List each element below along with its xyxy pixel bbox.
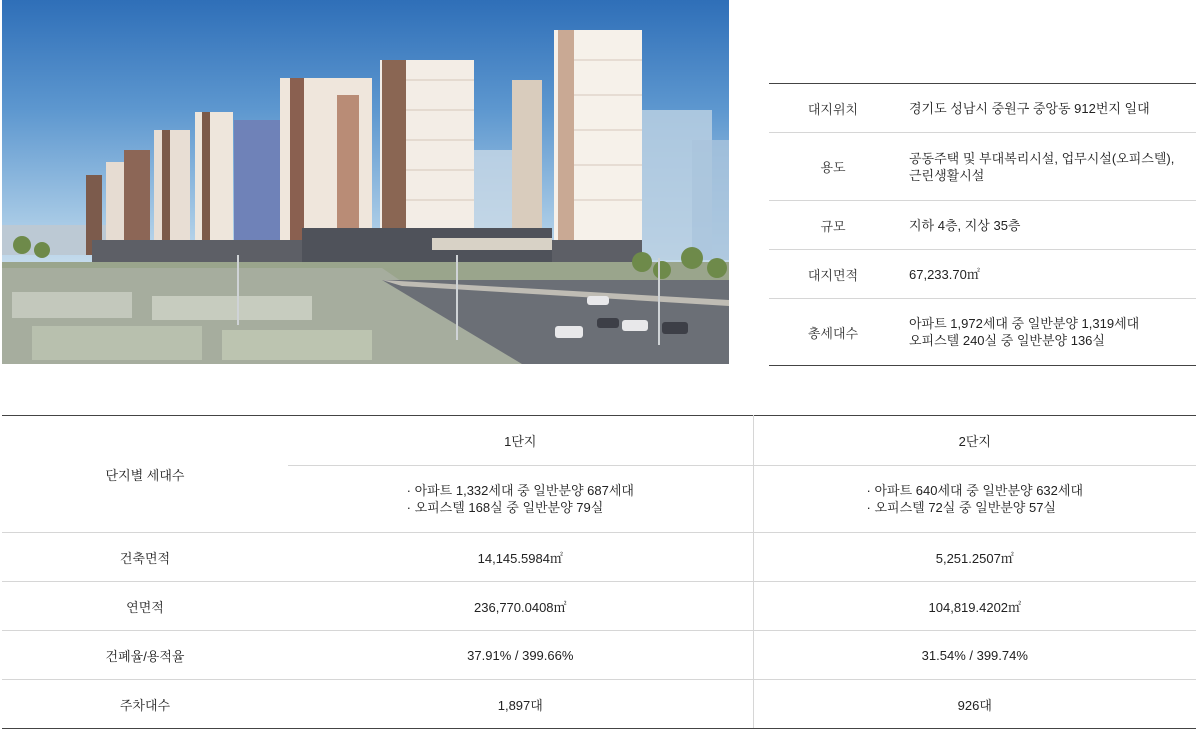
detail-row-label: 주차대수 bbox=[2, 680, 288, 729]
units-complex-2 bbox=[753, 466, 1196, 533]
overview-value bbox=[897, 84, 1196, 133]
units-line: · 아파트 1,332세대 중 일반분양 687세대 bbox=[406, 483, 634, 498]
overview-label: 대지위치 bbox=[769, 84, 897, 133]
detail-value-complex-2: 31.54% / 399.74% bbox=[753, 631, 1196, 680]
detail-row-label: 건축면적 bbox=[2, 533, 288, 582]
overview-value-line: 경기도 성남시 중원구 중앙동 912번지 일대 bbox=[909, 100, 1150, 116]
detail-row-label: 연면적 bbox=[2, 582, 288, 631]
detail-header-row bbox=[2, 416, 1196, 466]
overview-value bbox=[897, 250, 1196, 299]
overview-value bbox=[897, 299, 1196, 366]
units-line: · 오피스텔 168실 중 일반분양 79실 bbox=[406, 500, 604, 515]
units-complex-1 bbox=[288, 466, 753, 533]
complex-rendering-image bbox=[2, 0, 729, 364]
detail-row-label: 건폐율/용적율 bbox=[2, 631, 288, 680]
overview-label: 용도 bbox=[769, 133, 897, 201]
detail-value-complex-2: 926대 bbox=[753, 680, 1196, 729]
complex-detail-table bbox=[2, 415, 1196, 729]
column-header-complex-2: 2단지 bbox=[753, 416, 1196, 466]
overview-label: 대지면적 bbox=[769, 250, 897, 299]
overview-row-scale bbox=[769, 201, 1196, 250]
overview-value bbox=[897, 133, 1196, 201]
overview-value bbox=[897, 201, 1196, 250]
overview-value-line: 근린생활시설 bbox=[909, 167, 985, 183]
detail-value-complex-1: 1,897대 bbox=[288, 680, 753, 729]
units-line: · 오피스텔 72실 중 일반분양 57실 bbox=[866, 500, 1056, 515]
detail-row-parking bbox=[2, 680, 1196, 729]
column-header-complex-1: 1단지 bbox=[288, 416, 753, 466]
overview-row-usage bbox=[769, 133, 1196, 201]
detail-row-coverage-floor-ratio bbox=[2, 631, 1196, 680]
units-by-complex-label: 단지별 세대수 bbox=[2, 416, 288, 533]
units-line: · 아파트 640세대 중 일반분양 632세대 bbox=[866, 483, 1084, 498]
overview-label: 규모 bbox=[769, 201, 897, 250]
detail-value-complex-1: 37.91% / 399.66% bbox=[288, 631, 753, 680]
overview-row-total-units bbox=[769, 299, 1196, 366]
detail-value-complex-1: 236,770.0408㎡ bbox=[288, 582, 753, 631]
overview-row-site-area bbox=[769, 250, 1196, 299]
overview-value-line: 공동주택 및 부대복리시설, 업무시설(오피스텔), bbox=[909, 150, 1175, 166]
project-overview-table bbox=[769, 83, 1196, 366]
overview-value-line: 아파트 1,972세대 중 일반분양 1,319세대 bbox=[909, 316, 1140, 331]
detail-value-complex-1: 14,145.5984㎡ bbox=[288, 533, 753, 582]
detail-row-building-area bbox=[2, 533, 1196, 582]
overview-value-line: 지하 4층, 지상 35층 bbox=[909, 217, 1021, 233]
overview-label: 총세대수 bbox=[769, 299, 897, 366]
overview-value-line: 오피스텔 240실 중 일반분양 136실 bbox=[909, 333, 1105, 348]
apartment-complex-rendering-icon bbox=[2, 0, 729, 364]
detail-row-gross-floor-area bbox=[2, 582, 1196, 631]
detail-value-complex-2: 104,819.4202㎡ bbox=[753, 582, 1196, 631]
detail-value-complex-2: 5,251.2507㎡ bbox=[753, 533, 1196, 582]
overview-row-site-location bbox=[769, 84, 1196, 133]
overview-value-line: 67,233.70㎡ bbox=[909, 266, 980, 282]
